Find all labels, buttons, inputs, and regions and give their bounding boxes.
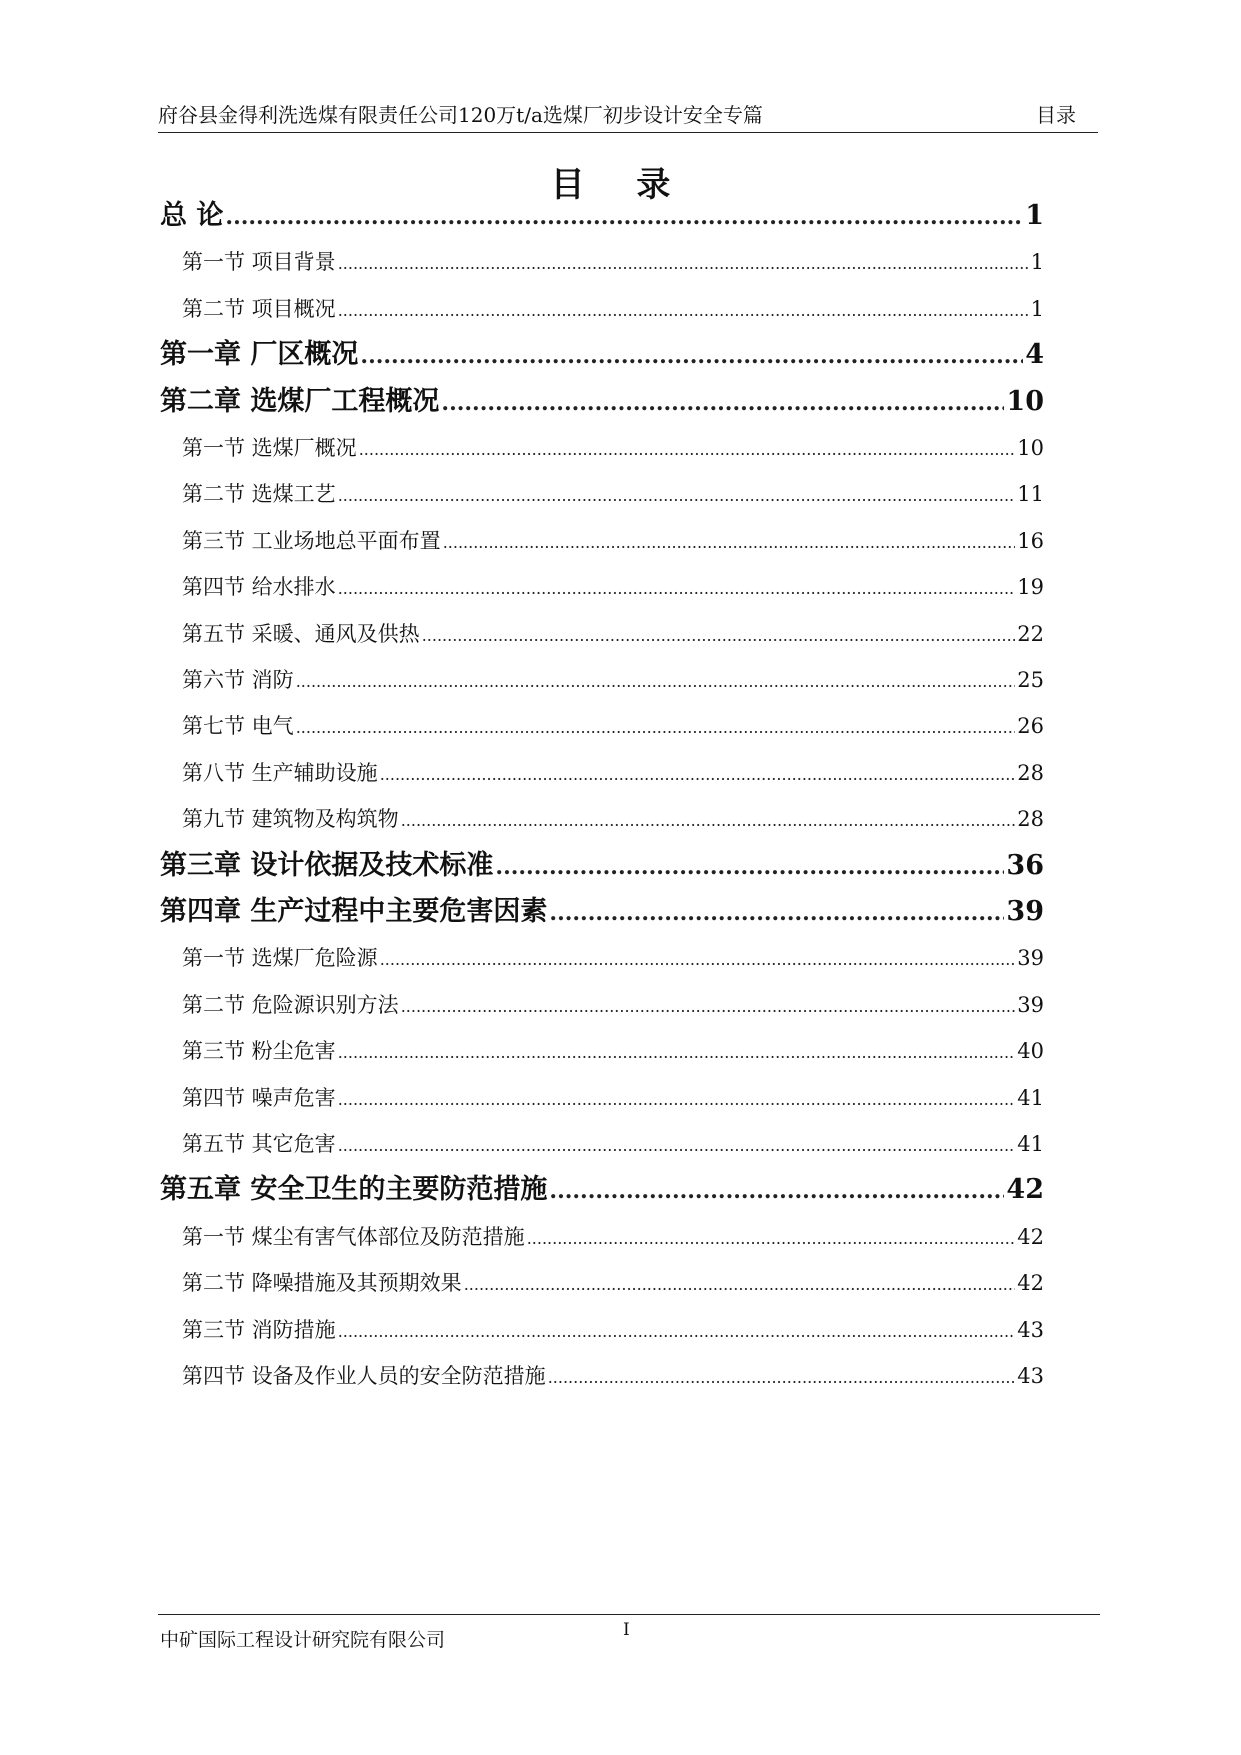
toc-entry-page: 42 xyxy=(1017,1271,1044,1296)
toc-entry-label: 总 论 xyxy=(160,200,224,231)
toc-entry-label: 第三节 粉尘危害 xyxy=(182,1039,336,1064)
toc-entry-page: 39 xyxy=(1006,896,1044,927)
toc-entry-page: 28 xyxy=(1017,807,1044,832)
toc-entry-page: 4 xyxy=(1025,339,1044,371)
toc-dot-leader xyxy=(464,1268,1016,1302)
toc-section-entry[interactable] xyxy=(182,1359,1044,1395)
toc-entry-page: 1 xyxy=(1030,296,1044,321)
toc-dot-leader xyxy=(359,433,1016,467)
toc-section-entry[interactable] xyxy=(182,709,1044,745)
toc-entry-page: 36 xyxy=(1006,849,1044,881)
toc-chapter-entry[interactable] xyxy=(160,846,1044,887)
toc-entry-page: 19 xyxy=(1017,575,1044,600)
toc-entry-label: 第三节 工业场地总平面布置 xyxy=(182,528,441,553)
toc-entry-label: 第四节 给水排水 xyxy=(182,575,336,600)
toc-entry-page: 16 xyxy=(1017,528,1044,553)
toc-dot-leader xyxy=(338,1129,1016,1163)
toc-entry-label: 第四章 生产过程中主要危害因素 xyxy=(160,896,548,927)
toc-entry-page: 40 xyxy=(1017,1039,1044,1064)
toc-entry-page: 43 xyxy=(1017,1364,1044,1388)
toc-entry-label: 第二章 选煤厂工程概况 xyxy=(160,385,440,417)
toc-dot-leader xyxy=(338,294,1029,328)
toc-dot-leader xyxy=(401,804,1016,838)
toc-dot-leader xyxy=(360,336,1023,376)
toc-dot-leader xyxy=(441,383,1004,423)
toc-dot-leader xyxy=(338,1083,1016,1117)
toc-section-entry[interactable] xyxy=(182,1034,1044,1070)
toc-entry-label: 第四节 设备及作业人员的安全防范措施 xyxy=(182,1364,546,1388)
toc-entry-page: 42 xyxy=(1006,1174,1044,1206)
toc-entry-label: 第二节 降噪措施及其预期效果 xyxy=(182,1271,462,1296)
toc-section-entry[interactable] xyxy=(182,663,1044,699)
footer-page-number: I xyxy=(623,1620,630,1640)
toc-entry-label: 第一章 厂区概况 xyxy=(160,339,359,371)
toc-section-entry[interactable] xyxy=(182,1220,1044,1256)
toc-entry-label: 第一节 项目背景 xyxy=(182,250,336,275)
toc-section-entry[interactable] xyxy=(182,1313,1044,1349)
toc-entry-label: 第八节 生产辅助设施 xyxy=(182,760,378,785)
toc-title: 目 录 xyxy=(550,165,691,205)
toc-entry-label: 第一节 选煤厂危险源 xyxy=(182,946,378,971)
toc-section-entry[interactable] xyxy=(182,988,1044,1024)
toc-dot-leader xyxy=(549,893,1004,933)
toc-entry-label: 第六节 消防 xyxy=(182,668,294,692)
toc-dot-leader xyxy=(422,619,1016,653)
toc-entry-page: 39 xyxy=(1017,992,1044,1017)
toc-section-entry[interactable] xyxy=(182,1266,1044,1302)
toc-entry-page: 11 xyxy=(1017,482,1044,507)
toc-section-entry[interactable] xyxy=(182,617,1044,653)
toc-entry-page: 10 xyxy=(1006,385,1044,417)
page-footer xyxy=(158,1614,1100,1651)
footer-company: 中矿国际工程设计研究院有限公司 xyxy=(160,1629,446,1651)
toc-entry-page: 43 xyxy=(1017,1317,1044,1342)
toc-entry-label: 第五章 安全卫生的主要防范措施 xyxy=(160,1174,548,1206)
toc-entry-label: 第二节 选煤工艺 xyxy=(182,482,336,507)
toc-dot-leader xyxy=(495,847,1004,887)
header-section-label: 目录 xyxy=(1036,103,1076,127)
toc-entry-label: 第七节 电气 xyxy=(182,714,294,739)
toc-section-entry[interactable] xyxy=(182,292,1044,328)
toc-dot-leader xyxy=(296,665,1016,699)
toc-dot-leader xyxy=(338,1036,1016,1070)
toc-dot-leader xyxy=(338,1315,1016,1349)
toc-dot-leader xyxy=(380,943,1016,977)
toc-dot-leader xyxy=(338,247,1029,281)
toc-chapter-entry[interactable] xyxy=(160,382,1044,423)
toc-entry-label: 第九节 建筑物及构筑物 xyxy=(182,807,399,832)
toc-entry-page: 22 xyxy=(1017,621,1044,646)
toc-chapter-entry[interactable] xyxy=(160,1170,1044,1211)
toc-entry-label: 第三节 消防措施 xyxy=(182,1317,336,1342)
toc-section-entry[interactable] xyxy=(182,570,1044,606)
toc-dot-leader xyxy=(338,479,1016,513)
toc-section-entry[interactable] xyxy=(182,941,1044,977)
toc-dot-leader xyxy=(338,572,1016,606)
toc-section-entry[interactable] xyxy=(182,524,1044,560)
toc-entry-label: 第五节 采暖、通风及供热 xyxy=(182,621,420,646)
toc-section-entry[interactable] xyxy=(182,756,1044,792)
toc-entry-page: 41 xyxy=(1017,1085,1044,1110)
toc-dot-leader xyxy=(401,990,1016,1024)
toc-section-entry[interactable] xyxy=(182,1127,1044,1163)
toc-dot-leader xyxy=(443,526,1016,560)
toc-entry-page: 28 xyxy=(1017,760,1044,785)
toc-dot-leader xyxy=(548,1361,1016,1395)
toc-entry-page: 1 xyxy=(1030,250,1044,275)
toc-chapter-entry[interactable] xyxy=(160,892,1044,933)
toc-section-entry[interactable] xyxy=(182,245,1044,281)
toc-entry-page: 10 xyxy=(1017,436,1044,460)
toc-dot-leader xyxy=(296,711,1016,745)
toc-chapter-entry[interactable] xyxy=(160,335,1044,376)
toc-entry-label: 第三章 设计依据及技术标准 xyxy=(160,849,494,881)
toc-section-entry[interactable] xyxy=(182,431,1044,467)
toc-entry-page: 41 xyxy=(1017,1132,1044,1156)
toc-entry-label: 第二节 危险源识别方法 xyxy=(182,992,399,1017)
toc-entry-label: 第四节 噪声危害 xyxy=(182,1085,336,1110)
toc-entry-page: 1 xyxy=(1025,200,1044,231)
toc-dot-leader xyxy=(380,758,1016,792)
toc-section-entry[interactable] xyxy=(182,802,1044,838)
toc-dot-leader xyxy=(225,197,1023,237)
page-header xyxy=(158,98,1098,133)
toc-dot-leader xyxy=(549,1171,1004,1211)
toc-entry-page: 39 xyxy=(1017,946,1044,971)
toc-entry-page: 25 xyxy=(1017,668,1044,692)
toc-section-entry[interactable] xyxy=(182,477,1044,513)
toc-section-entry[interactable] xyxy=(182,1081,1044,1117)
toc-chapter-entry[interactable] xyxy=(160,196,1044,237)
toc-entry-label: 第一节 煤尘有害气体部位及防范措施 xyxy=(182,1224,525,1249)
toc-dot-leader xyxy=(527,1222,1016,1256)
header-document-title: 府谷县金得利洗选煤有限责任公司120万t/a选煤厂初步设计安全专篇 xyxy=(158,103,763,127)
toc-entry-label: 第一节 选煤厂概况 xyxy=(182,436,357,460)
toc-entry-label: 第二节 项目概况 xyxy=(182,296,336,321)
toc-entry-page: 26 xyxy=(1017,714,1044,739)
toc-entry-label: 第五节 其它危害 xyxy=(182,1132,336,1156)
toc-entry-page: 42 xyxy=(1017,1224,1044,1249)
